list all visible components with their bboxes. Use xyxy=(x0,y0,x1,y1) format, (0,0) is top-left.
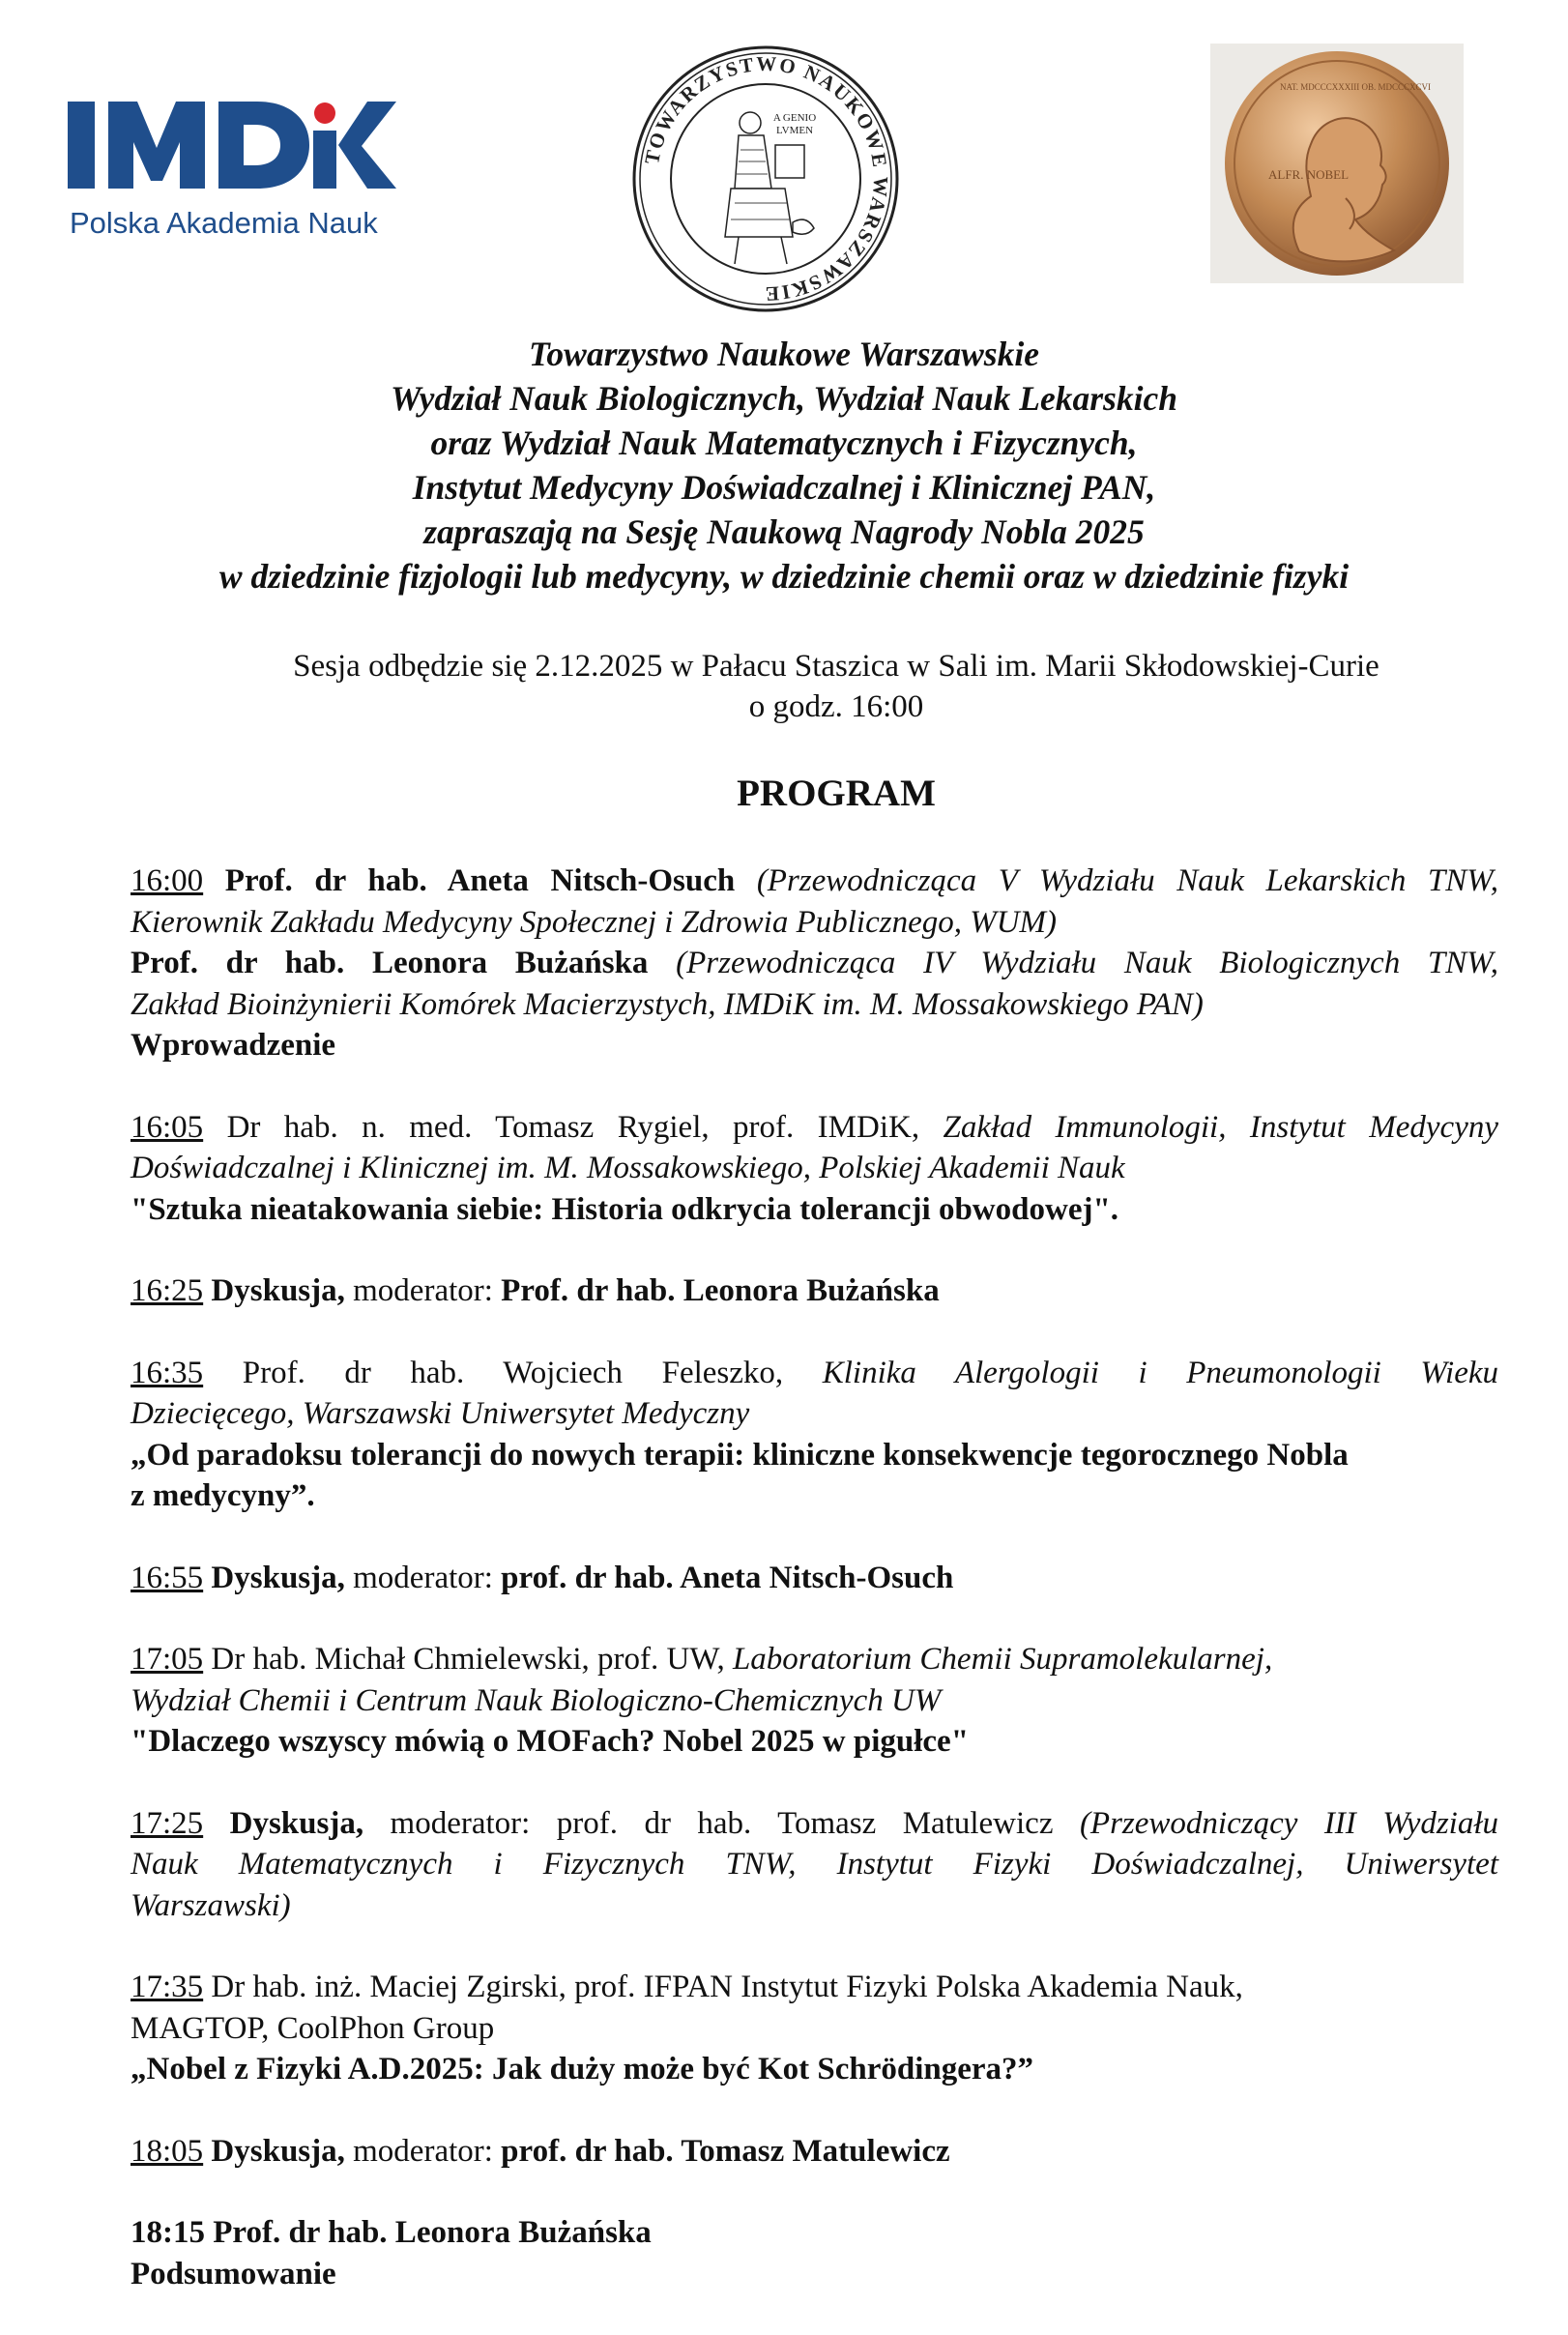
program-entry xyxy=(131,1639,1498,1763)
entry-title: "Dlaczego wszyscy mówią o MOFach? Nobel 2025 w pigułce" xyxy=(131,1724,970,1759)
program-list xyxy=(131,861,1498,2335)
tnw-seal-logo xyxy=(630,44,901,314)
entry-title: Wprowadzenie xyxy=(131,1028,336,1063)
program-title: PROGRAM xyxy=(737,773,936,814)
entry-affiliation: Wydział Chemii i Centrum Nauk Biologiczno-Chemicznych UW xyxy=(131,1682,942,1718)
entry-affiliation: Nauk Matematycznych i Fizycznych TNW, Instytut Fizyki Doświadczalnej, Uniwersytet xyxy=(131,1847,1498,1882)
entry-affiliation: Klinika Alergologii i Pneumonologii Wieku xyxy=(822,1355,1499,1390)
imdik-logo xyxy=(68,92,396,247)
header-line-3: oraz Wydział Nauk Matematycznych i Fizycznych, xyxy=(430,423,1138,462)
entry-affiliation: Zakład Immunologii, Instytut Medycyny xyxy=(943,1109,1498,1145)
program-entry xyxy=(131,1803,1498,1927)
entry-moderator: prof. dr hab. Aneta Nitsch-Osuch xyxy=(501,1560,954,1595)
entry-affiliation: Kierownik Zakładu Medycyny Społecznej i Zdrowia Publicznego, WUM) xyxy=(131,904,1058,940)
program-entry xyxy=(131,1270,1498,1312)
entry-moderator: prof. dr hab. Tomasz Matulewicz xyxy=(501,2133,950,2169)
entry-speaker: Dr hab. Michał Chmielewski, prof. UW, xyxy=(211,1642,725,1677)
entry-time: 16:05 xyxy=(131,1109,204,1145)
entry-speaker: Prof. dr hab. Leonora Bużańska xyxy=(131,946,649,980)
imdik-wordmark-text: IMDiK xyxy=(68,92,71,93)
entry-moderator-label: moderator: prof. dr hab. Tomasz Matulewicz xyxy=(390,1805,1054,1841)
session-info xyxy=(0,646,1568,727)
imdik-wordmark xyxy=(68,92,396,193)
header-line-4: Instytut Medycyny Doświadczalnej i Klinicznej PAN, xyxy=(412,468,1156,507)
invitation-header xyxy=(0,332,1568,598)
medal-years: NAT. MDCCCXXXIII OB. MDCCCXCVI xyxy=(1279,82,1432,92)
imdik-subtitle: Polska Akademia Nauk xyxy=(70,206,378,240)
seal-motto-1: A GENIO xyxy=(772,112,817,124)
entry-time: 16:35 xyxy=(131,1355,204,1390)
entry-affiliation: Dziecięcego, Warszawski Uniwersytet Medyczny xyxy=(131,1396,750,1431)
entry-affiliation: Zakład Bioinżynierii Komórek Macierzystych, IMDiK im. M. Mossakowskiego PAN) xyxy=(131,986,1204,1022)
entry-speaker: Prof. dr hab. Wojciech Feleszko, xyxy=(242,1355,784,1390)
program-entry xyxy=(131,861,1498,1066)
entry-moderator: Prof. dr hab. Leonora Bużańska xyxy=(501,1273,940,1308)
entry-speaker: MAGTOP, CoolPhon Group xyxy=(131,2010,495,2046)
entry-affiliation: Doświadczalnej i Klinicznej im. M. Mossakowskiego, Polskiej Akademii Nauk xyxy=(131,1151,1125,1185)
entry-discussion-label: Dyskusja, xyxy=(211,1560,345,1595)
header-line-5: zapraszają na Sesję Naukową Nagrody Nobla 2025 xyxy=(423,512,1145,551)
program-entry xyxy=(131,1558,1498,1599)
session-line-1: Sesja odbędzie się 2.12.2025 w Pałacu Staszica w Sali im. Marii Skłodowskiej-Curie xyxy=(293,649,1379,684)
entry-affiliation: Laboratorium Chemii Supramolekularnej, xyxy=(732,1642,1273,1677)
entry-affiliation: (Przewodniczący III Wydziału xyxy=(1079,1805,1499,1841)
medal-name: ALFR. NOBEL xyxy=(1268,167,1350,182)
entry-title: „Od paradoksu tolerancji do nowych terapii: kliniczne konsekwencje tegorocznego Nobla xyxy=(131,1437,1349,1473)
program-entry xyxy=(131,1353,1498,1517)
entry-title: z medycyny”. xyxy=(131,1478,315,1513)
nobel-medal-box xyxy=(1210,44,1464,283)
header-line-6: w dziedzinie fizjologii lub medycyny, w dziedzinie chemii oraz w dziedzinie fizyki xyxy=(218,557,1350,596)
entry-discussion-label: Dyskusja, xyxy=(211,1273,345,1308)
entry-speaker: Prof. dr hab. Aneta Nitsch-Osuch xyxy=(224,863,736,898)
entry-moderator-label: moderator: xyxy=(353,1560,493,1595)
entry-moderator-label: moderator: xyxy=(353,2133,493,2169)
entry-affiliation: (Przewodnicząca V Wydziału Nauk Lekarskich TNW, xyxy=(756,863,1499,898)
entry-speaker: Prof. dr hab. Leonora Bużańska xyxy=(213,2215,652,2250)
entry-time: 16:00 xyxy=(131,863,204,898)
entry-title: "Sztuka nieatakowania siebie: Historia odkrycia tolerancji obwodowej". xyxy=(131,1191,1119,1227)
header-line-1: Towarzystwo Naukowe Warszawskie xyxy=(528,335,1039,373)
entry-discussion-label: Dyskusja, xyxy=(229,1805,364,1841)
entry-time: 18:05 xyxy=(131,2133,204,2169)
entry-time: 18:15 xyxy=(131,2215,205,2250)
entry-affiliation: Warszawski) xyxy=(131,1887,291,1923)
nobel-medal-image xyxy=(1210,44,1464,283)
session-line-2: o godz. 16:00 xyxy=(748,689,924,724)
entry-speaker: Dr hab. inż. Maciej Zgirski, prof. IFPAN Instytut Fizyki Polska Akademia Nauk, xyxy=(211,1970,1243,2004)
seal-ring-text: TOWARZYSTWO NAUKOWE WARSZAWSKIE xyxy=(639,51,893,306)
program-entry xyxy=(131,1967,1498,2090)
entry-affiliation: (Przewodnicząca IV Wydziału Nauk Biologicznych TNW, xyxy=(676,946,1498,980)
entry-time: 17:35 xyxy=(131,1970,204,2004)
program-entry xyxy=(131,2212,1498,2294)
entry-speaker: Dr hab. n. med. Tomasz Rygiel, prof. IMDiK, xyxy=(226,1109,920,1145)
seal-motto-2: LVMEN xyxy=(775,125,814,136)
entry-time: 17:25 xyxy=(131,1805,204,1841)
header-line-2: Wydział Nauk Biologicznych, Wydział Nauk Lekarskich xyxy=(391,379,1177,418)
entry-moderator-label: moderator: xyxy=(353,1273,493,1308)
entry-discussion-label: Dyskusja, xyxy=(211,2133,345,2169)
program-entry xyxy=(131,1107,1498,1231)
entry-time: 16:25 xyxy=(131,1273,204,1308)
entry-time: 17:05 xyxy=(131,1642,204,1677)
entry-title: Podsumowanie xyxy=(131,2256,336,2291)
entry-time: 16:55 xyxy=(131,1560,204,1595)
entry-title: „Nobel z Fizyki A.D.2025: Jak duży może być Kot Schrödingera?” xyxy=(131,2052,1034,2087)
program-entry xyxy=(131,2131,1498,2173)
